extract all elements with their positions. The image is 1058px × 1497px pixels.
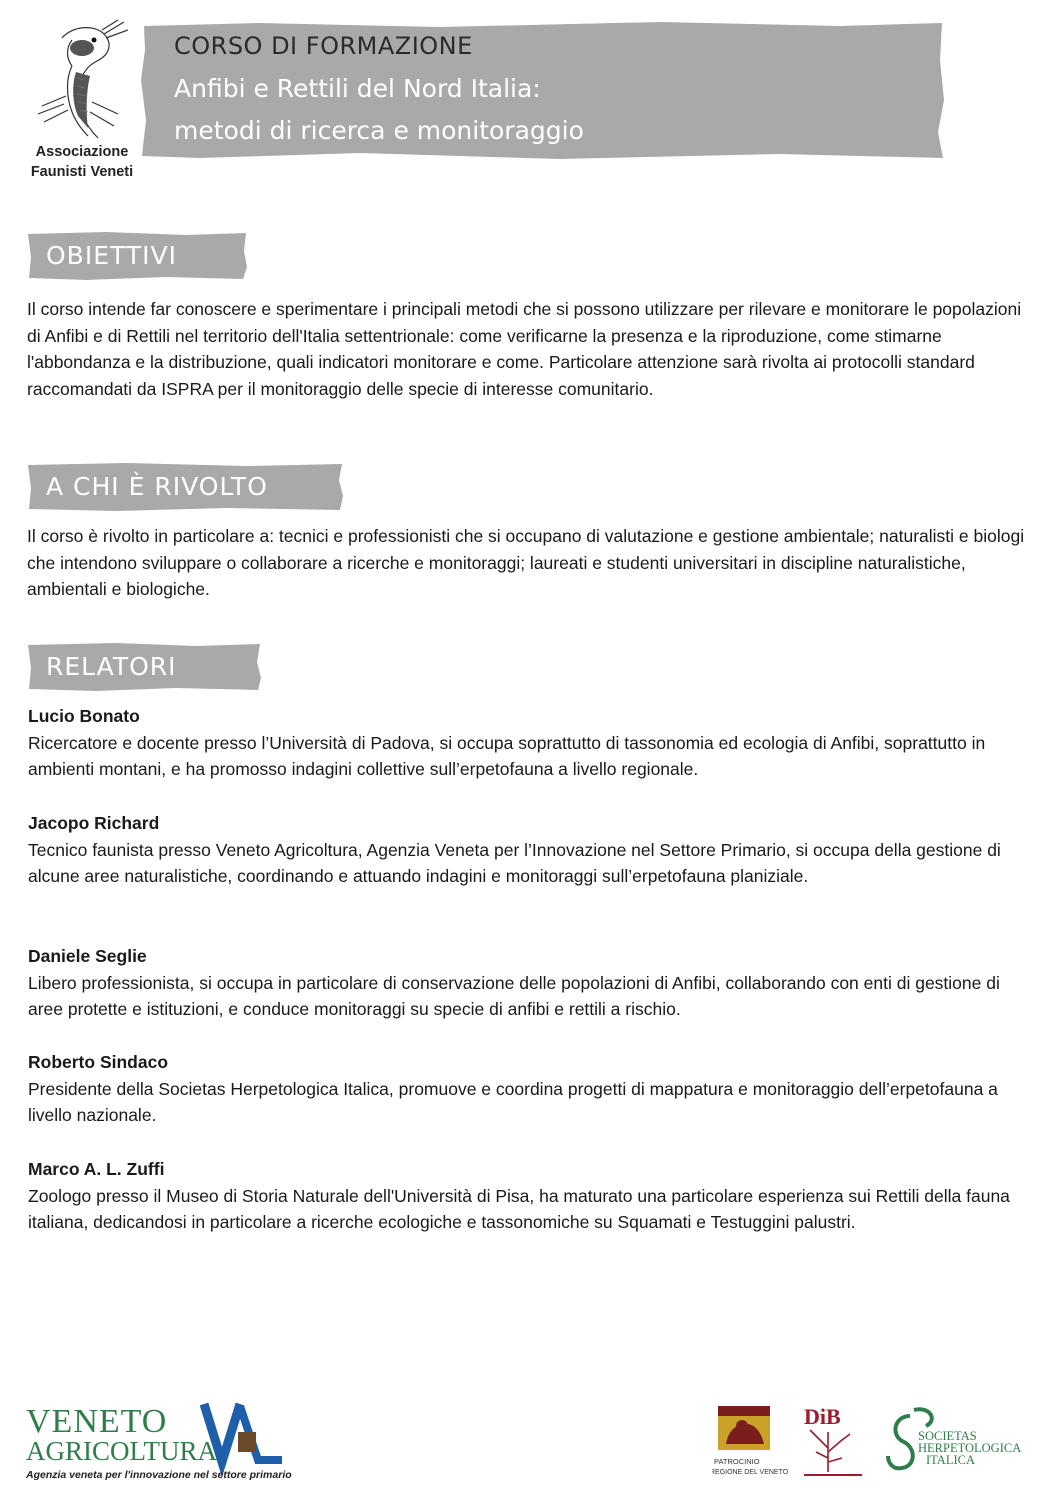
speaker-bio: Ricercatore e docente presso l’Università di Padova, si occupa soprattutto di tassonomia ed ecologia di Anfibi, soprattutto in ambienti montani, e ha promosso indagini collettive sull’erpetofauna a livello regionale. [28,732,986,779]
speaker-name: Jacopo Richard [28,813,160,833]
shi-text-line1: SOCIETAS [918,1429,977,1443]
section-heading-text: A CHI È RIVOLTO [46,472,268,501]
speaker-entry [28,943,1028,1023]
speaker-entry [28,1156,1028,1236]
dib-tree-icon [810,1430,850,1472]
course-kicker: CORSO DI FORMAZIONE [174,32,473,60]
speaker-bio: Tecnico faunista presso Veneto Agricoltura, Agenzia Veneta per l’Innovazione nel Settore Primario, si occupa della gestione di alcune aree naturalistiche, coordinando e attuando indagini e monitoraggi sull’erpetofauna planiziale. [28,839,1001,886]
association-logo [26,18,138,188]
speaker-name: Roberto Sindaco [28,1052,169,1072]
speaker-entry [28,703,1028,783]
speaker-entry [28,1049,1028,1129]
regione-veneto-lion-icon [718,1406,770,1450]
course-title-line1: Anfibi e Rettili del Nord Italia: [174,74,541,103]
regione-label: REGIONE DEL VENETO [712,1469,789,1476]
va-tagline: Agenzia veneta per l'innovazione nel settore primario [26,1469,292,1481]
section-heading-obiettivi [26,231,248,281]
title-banner [140,20,946,160]
speaker-name: Lucio Bonato [28,706,140,726]
shi-text-line3: ITALICA [926,1453,975,1467]
section-heading-relatori [26,642,262,692]
bird-drawing-icon [32,18,132,142]
speaker-name: Marco A. L. Zuffi [28,1159,165,1179]
speaker-name: Daniele Seglie [28,946,147,966]
section-heading-text: RELATORI [46,652,177,681]
association-name-line1: Associazione [35,144,129,160]
veneto-agricoltura-logo [26,1396,296,1482]
patron-logos [712,1396,1042,1482]
obiettivi-paragraph: Il corso intende far conoscere e sperimentare i principali metodi che si possono utilizzare per rilevare e monitorare le popolazioni di Anfibi e di Rettili nel territorio dell'Italia settentrionale: come verificarne la presenza e la riproduzione, come stimarne l'abbondanza e la distribuzione, quali indicatori monitorare e come. Particolare attenzione sarà rivolta ai protocolli standard raccomandati da ISPRA per il monitoraggio delle specie di interesse comunitario. [27,299,1022,399]
va-wordmark-line1: VENETO [26,1403,168,1440]
speaker-bio: Presidente della Societas Herpetologica Italica, promuove e coordina progetti di mappatura e monitoraggio dell’erpetofauna a livello nazionale. [28,1078,998,1125]
shi-text-line2: HERPETOLOGICA [918,1441,1022,1455]
association-name-line2: Faunisti Veneti [30,164,134,180]
speaker-bio: Libero professionista, si occupa in particolare di conservazione delle popolazioni di Anfibi, collaborando con enti di gestione di aree protette e istituzioni, e conduce monitoraggi su specie di anfibi e rettili a rischio. [28,972,1000,1019]
section-heading-text: OBIETTIVI [46,241,177,270]
destinatari-paragraph: Il corso è rivolto in particolare a: tecnici e professionisti che si occupano di valutazione e gestione ambientale; naturalisti e biologi che intendono sviluppare o collaborare a ricerche e monitoraggi; laureati e studenti universitari in discipline naturalistiche, ambientali e biologiche. [27,526,1025,599]
dib-logo-text: DiB [804,1404,841,1429]
patrocinio-label: PATROCINIO [714,1457,760,1466]
speaker-entry [28,810,1028,890]
course-title-line2: metodi di ricerca e monitoraggio [174,116,584,145]
section-heading-destinatari [26,462,344,512]
va-wordmark-line2: AGRICOLTURA [26,1436,218,1466]
speaker-bio: Zoologo presso il Museo di Storia Naturale dell'Università di Pisa, ha maturato una particolare esperienza sui Rettili della fauna italiana, dedicandosi in particolare a ricerche ecologiche e tassonomiche su Squamati e Testuggini palustri. [28,1185,1010,1232]
va-emblem-icon [238,1432,256,1452]
